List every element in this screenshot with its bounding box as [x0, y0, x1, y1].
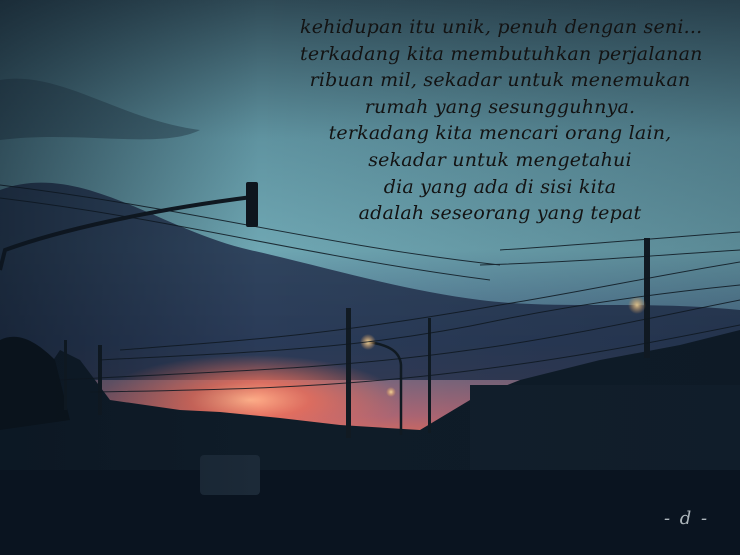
quote-line: ribuan mil, sekadar untuk menemukan [309, 69, 691, 92]
quote-text [300, 14, 703, 227]
quote-line: terkadang kita mencari orang lain, [328, 122, 672, 145]
quote-line: terkadang kita membutuhkan perjalanan [300, 42, 703, 65]
quote-line: dia yang ada di sisi kita [383, 175, 617, 198]
quote-line: rumah yang sesungguhnya. [364, 95, 636, 118]
quote-line: sekadar untuk mengetahui [368, 148, 632, 171]
quote-line: kehidupan itu unik, penuh dengan seni... [300, 16, 703, 38]
signature: - d - [664, 508, 710, 529]
quote-line: adalah seseorang yang tepat [358, 202, 642, 225]
